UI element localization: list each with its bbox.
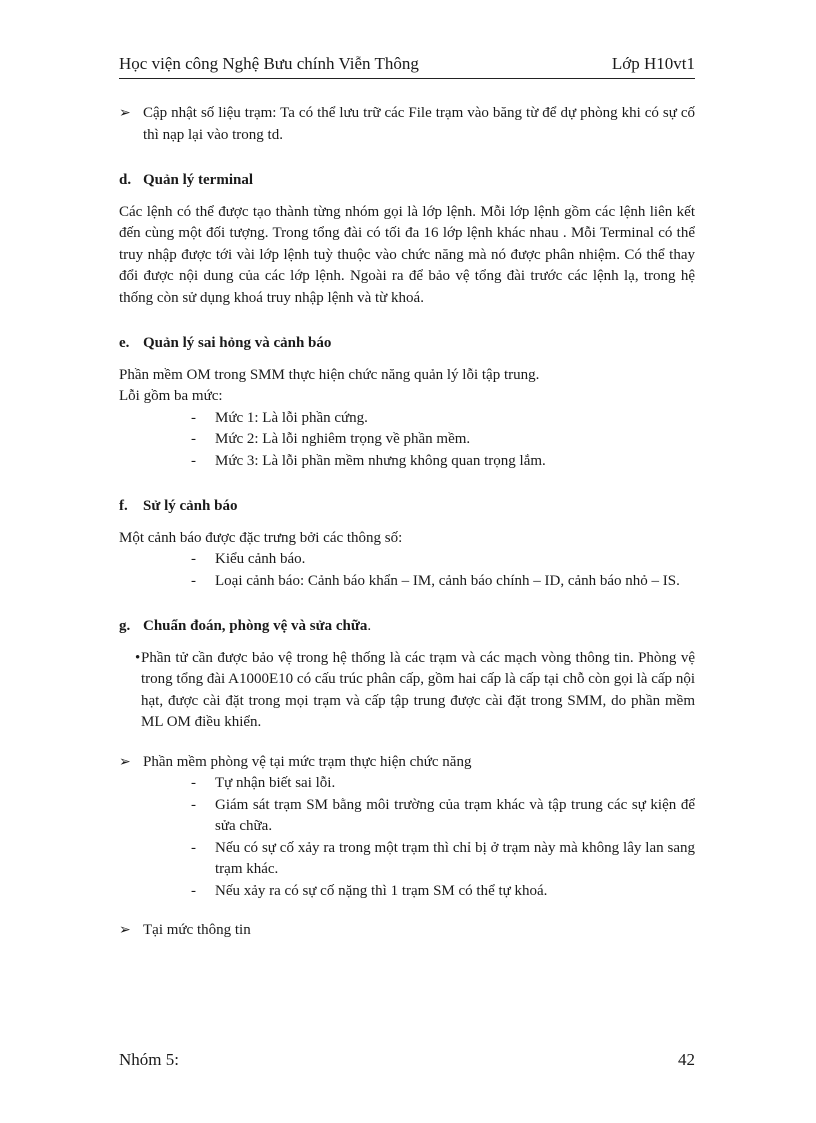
section-g-letter: g. <box>119 618 131 634</box>
list-item-text: Loại cảnh báo: Cảnh báo khẩn – IM, cảnh báo chính – ID, cảnh báo nhỏ – IS. <box>215 572 680 589</box>
section-g-list <box>119 773 695 902</box>
section-f-line-1: Một cảnh báo được đặc trưng bởi các thông số: <box>119 529 403 546</box>
dash-bullet: - <box>191 452 196 469</box>
section-g-last-arrow-text: Tại mức thông tin <box>143 922 251 938</box>
section-d-title: Quản lý terminal <box>143 172 254 188</box>
dash-bullet: - <box>191 551 196 567</box>
section-e-letter: e. <box>119 335 130 351</box>
section-f-title: Sử lý cảnh báo <box>143 498 238 514</box>
list-item-text: Nếu xảy ra có sự cố nặng thì 1 trạm SM có thể tự khoá. <box>215 882 548 899</box>
header-class: Lớp H10vt1 <box>611 54 695 73</box>
dash-bullet: - <box>191 796 196 813</box>
list-item-text: Mức 1: Là lỗi phần cứng. <box>215 409 368 426</box>
list-item-text: Mức 2: Là lỗi nghiêm trọng về phần mềm. <box>215 431 471 447</box>
list-item-text: Nếu có sự cố xảy ra trong một trạm thì chỉ bị ở trạm này mà không lây lan sang trạm khác. <box>215 839 695 877</box>
list-item <box>119 429 695 451</box>
list-item <box>119 451 695 473</box>
page-number: 42 <box>678 1050 695 1069</box>
dash-bullet: - <box>191 839 196 856</box>
dot-bullet-icon: • <box>135 649 141 666</box>
list-item <box>119 795 695 838</box>
dash-bullet: - <box>191 882 196 899</box>
section-d-heading <box>119 170 695 192</box>
list-item <box>119 881 695 903</box>
section-g-heading <box>119 616 695 638</box>
section-e-title: Quản lý sai hỏng và cảnh báo <box>143 335 332 351</box>
section-d-body: Các lệnh có thể được tạo thành từng nhóm gọi là lớp lệnh. Mỗi lớp lệnh gồm các lệnh liên kết đến cùng một đối tượng. Trong tổng đài có tối đa 16 lớp lệnh khác nhau . Mỗi Terminal có thể truy nhập được tới vài lớp lệnh tuỳ thuộc vào chức năng mà nó được phân nhiệm. Có thể thay đổi được nội dung của các lớp lệnh. Ngoài ra để bảo vệ tổng đài trước các lệnh lạ, trong hệ thống còn sử dụng khoá truy nhập lệnh và từ khoá. <box>119 203 695 306</box>
arrow-bullet-icon: ➢ <box>119 923 131 938</box>
list-item <box>119 549 695 571</box>
section-f-letter: f. <box>119 498 128 514</box>
page-footer <box>119 1050 695 1074</box>
list-item <box>119 838 695 881</box>
section-g-arrow-text: Phần mềm phòng vệ tại mức trạm thực hiện chức năng <box>143 753 472 770</box>
list-item <box>119 571 695 593</box>
header-institution: Học viện công Nghệ Bưu chính Viễn Thông <box>119 54 419 73</box>
intro-item-text: Cập nhật số liệu trạm: Ta có thể lưu trữ các File trạm vào băng từ để dự phòng khi có sự cố thì nạp lại vào trong td. <box>143 105 695 143</box>
list-item-text: Mức 3: Là lỗi phần mềm nhưng không quan trọng lắm. <box>215 452 546 469</box>
dash-bullet: - <box>191 409 196 426</box>
section-e-heading <box>119 333 695 355</box>
list-item-text: Tự nhận biết sai lỗi. <box>215 775 336 791</box>
section-g-title: Chuẩn đoán, phòng vệ và sửa chữa <box>143 618 368 634</box>
section-f-heading <box>119 496 695 518</box>
section-g-bullet-text: Phần tử cần được bảo vệ trong hệ thống là các trạm và các mạch vòng thông tin. Phòng vệ trong tổng đài A1000E10 có cấu trúc phân cấp, gồm hai cấp là cấp tại chỗ còn gọi là cấp nội hạt, được cài đặt trong mọi trạm và cấp tập trung được cài đặt trong SMM, do phần mềm ML OM điều khiển. <box>141 649 695 730</box>
intro-arrow-item <box>119 103 695 146</box>
section-g-arrow-item <box>119 752 695 774</box>
page-header <box>119 52 695 79</box>
arrow-bullet-icon: ➢ <box>119 754 131 770</box>
section-e-line-2: Lỗi gồm ba mức: <box>119 388 223 404</box>
list-item <box>119 408 695 430</box>
page-content <box>119 103 695 942</box>
footer-group-label: Nhóm 5: <box>119 1050 179 1069</box>
list-item <box>119 773 695 795</box>
arrow-bullet-icon: ➢ <box>119 106 131 121</box>
section-d-letter: d. <box>119 172 132 188</box>
dash-bullet: - <box>191 572 196 589</box>
dash-bullet: - <box>191 775 196 791</box>
dash-bullet: - <box>191 431 196 447</box>
list-item-text: Giám sát trạm SM bằng môi trường của trạm khác và tập trung các sự kiện để sửa chữa. <box>215 796 695 834</box>
section-g-last-arrow-item <box>119 920 695 942</box>
section-f-list <box>119 549 695 592</box>
section-g-bullet-paragraph <box>119 648 695 734</box>
section-e-list <box>119 408 695 473</box>
list-item-text: Kiểu cảnh báo. <box>215 551 306 567</box>
section-g-title-suffix: . <box>367 618 372 634</box>
section-e-line-1: Phần mềm OM trong SMM thực hiện chức năng quản lý lỗi tập trung. <box>119 366 540 383</box>
